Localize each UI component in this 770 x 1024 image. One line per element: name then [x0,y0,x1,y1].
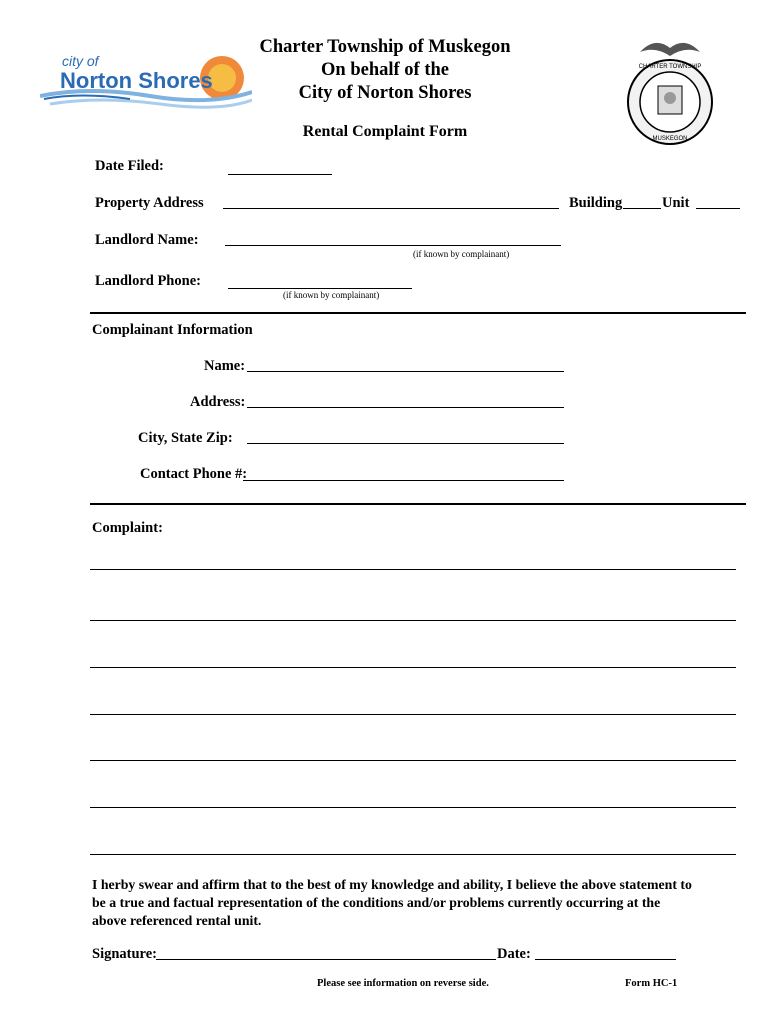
landlord-phone-label: Landlord Phone: [95,273,201,289]
landlord-name-note: (if known by complainant) [413,249,510,259]
landlord-name-line[interactable] [225,245,561,246]
complainant-phone-line[interactable] [243,480,564,481]
landlord-phone-note: (if known by complainant) [283,290,380,300]
unit-label: Unit [662,195,690,211]
svg-text:CHARTER TOWNSHIP: CHARTER TOWNSHIP [638,64,702,70]
property-address-line[interactable] [223,208,559,209]
landlord-name-label: Landlord Name: [95,232,199,248]
form-id: Form HC-1 [625,978,678,989]
signature-date-line[interactable] [535,959,676,960]
complainant-address-label: Address: [190,394,246,410]
complaint-line[interactable] [90,807,736,808]
property-address-label: Property Address [95,195,204,211]
header-line-2: On behalf of the [321,60,449,80]
building-label: Building [569,195,623,211]
complainant-city-line[interactable] [247,443,564,444]
complaint-line[interactable] [90,569,736,570]
affirmation-text: I herby swear and affirm that to the best of my knowledge and ability, I believe the above statement to be a true and factual representation of the conditions and/or problems currently occurring at the above referenced rental unit. [92,877,692,928]
logo-small-text: city of [62,53,99,69]
complaint-line[interactable] [90,620,736,621]
complainant-city-label: City, State Zip: [138,430,233,446]
township-seal [620,34,720,146]
complainant-name-line[interactable] [247,371,564,372]
logo-main-text: Norton Shores [60,68,213,93]
date-filed-label: Date Filed: [95,158,164,174]
header-line-3: City of Norton Shores [298,83,472,103]
unit-line[interactable] [696,208,740,209]
complainant-section-title: Complainant Information [92,322,253,338]
section-divider-2 [90,503,746,505]
footer-note: Please see information on reverse side. [317,978,489,989]
signature-line[interactable] [156,959,496,960]
section-divider-1 [90,312,746,314]
complaint-line[interactable] [90,667,736,668]
complainant-name-label: Name: [204,358,246,374]
form-title: Rental Complaint Form [302,123,468,140]
header-line-1: Charter Township of Muskegon [259,37,511,57]
building-line[interactable] [623,208,661,209]
signature-label: Signature: [92,946,157,962]
complainant-phone-label: Contact Phone #: [140,466,248,482]
complaint-section-title: Complaint: [92,520,163,536]
complainant-address-line[interactable] [247,407,564,408]
norton-shores-logo [40,52,252,110]
complaint-line[interactable] [90,714,736,715]
complaint-line[interactable] [90,854,736,855]
landlord-phone-line[interactable] [228,288,412,289]
date-label: Date: [497,946,531,962]
complaint-line[interactable] [90,760,736,761]
date-filed-line[interactable] [228,174,332,175]
svg-text:MUSKEGON: MUSKEGON [652,136,688,142]
